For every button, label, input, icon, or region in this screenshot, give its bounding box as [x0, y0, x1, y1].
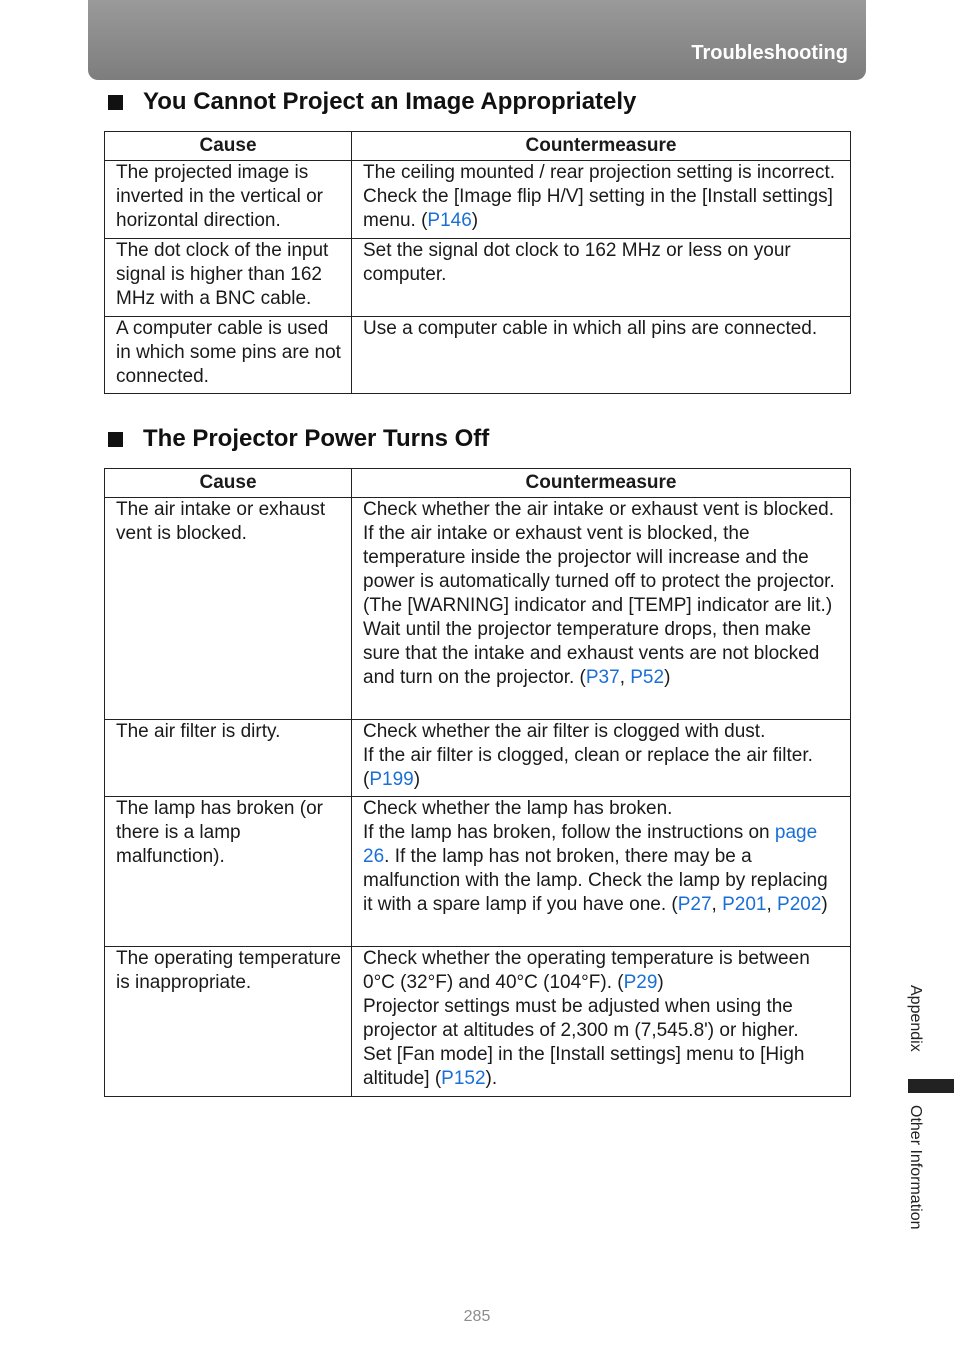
- countermeasure-cell: [352, 720, 851, 797]
- page-link[interactable]: P146: [427, 210, 472, 231]
- column-header-countermeasure: Countermeasure: [352, 469, 851, 498]
- table-row: [105, 317, 851, 394]
- page-link[interactable]: P27: [677, 894, 712, 915]
- page-link[interactable]: P37: [585, 667, 620, 688]
- cause-cell: The operating temperature is inappropriate.: [105, 947, 352, 1097]
- countermeasure-cell: [352, 161, 851, 239]
- text: Check whether the operating temperature is between 0°C (32°F) and 40°C (104°F). (: [363, 948, 810, 993]
- text: If the air filter is clogged, clean or replace the air filter. (: [363, 745, 813, 790]
- table-row: [105, 947, 851, 1097]
- text: ,: [711, 894, 723, 915]
- column-header-cause: Cause: [105, 132, 352, 161]
- text: ): [657, 972, 664, 993]
- section-title-text: The Projector Power Turns Off: [143, 425, 490, 452]
- table-project-image: [104, 131, 851, 394]
- text: Check whether the air intake or exhaust vent is blocked. If the air intake or exhaust vent is blocked, the temperature inside the projector will increase and the power is automatically turned off to protect the projector. (The [WARNING] indicator and [TEMP] indicator are lit.) Wait until the projector temperature drops, then make sure that the intake and exhaust vents are not blocked and turn on the projector. (: [363, 499, 835, 688]
- page-link[interactable]: P52: [630, 667, 665, 688]
- page-link[interactable]: P152: [441, 1068, 486, 1089]
- countermeasure-cell: [352, 498, 851, 720]
- text: Check whether the air filter is clogged with dust.: [363, 721, 766, 742]
- countermeasure-cell: Use a computer cable in which all pins are connected.: [352, 317, 851, 394]
- table-row: [105, 161, 851, 239]
- text: Set [Fan mode] in the [Install settings] menu to [High altitude] (: [363, 1044, 805, 1089]
- header-title: Troubleshooting: [691, 42, 848, 64]
- column-header-countermeasure: Countermeasure: [352, 132, 851, 161]
- page-link[interactable]: P202: [777, 894, 822, 915]
- cause-cell: The air filter is dirty.: [105, 720, 352, 797]
- side-tab-marker: [908, 1079, 954, 1093]
- table-header-row: [105, 132, 851, 161]
- table-row: [105, 720, 851, 797]
- section-title-power-off: [108, 425, 489, 453]
- text: If the lamp has broken, follow the instructions on: [363, 822, 775, 843]
- cause-cell: The dot clock of the input signal is higher than 162 MHz with a BNC cable.: [105, 239, 352, 317]
- page-number: 285: [463, 1308, 491, 1325]
- side-tab-other-information[interactable]: Other Information: [907, 1105, 924, 1230]
- square-bullet-icon: [108, 95, 123, 110]
- text: Projector settings must be adjusted when using the projector at altitudes of 2,300 m (7,545.8') or higher.: [363, 996, 799, 1041]
- text: ): [413, 769, 421, 790]
- text: The ceiling mounted / rear projection setting is incorrect. Check the [Image flip H/V] setting in the [Install settings] menu. (: [363, 162, 836, 231]
- text: Check whether the lamp has broken.: [363, 798, 673, 819]
- table-header-row: [105, 469, 851, 498]
- text: ,: [619, 667, 631, 688]
- page-link[interactable]: page 26: [363, 822, 818, 867]
- section-title-text: You Cannot Project an Image Appropriately: [143, 88, 637, 115]
- text: ).: [485, 1068, 498, 1089]
- countermeasure-cell: [352, 797, 851, 947]
- column-header-cause: Cause: [105, 469, 352, 498]
- text: ): [471, 210, 479, 231]
- countermeasure-cell: [352, 947, 851, 1097]
- page-link[interactable]: P201: [722, 894, 767, 915]
- cause-cell: The projected image is inverted in the vertical or horizontal direction.: [105, 161, 352, 239]
- table-row: [105, 498, 851, 720]
- cause-cell: The air intake or exhaust vent is blocked.: [105, 498, 352, 720]
- page-link[interactable]: P199: [369, 769, 414, 790]
- text: ): [821, 894, 828, 915]
- header-bar: [88, 0, 866, 80]
- text: . If the lamp has not broken, there may be a malfunction with the lamp. Check the lamp by replacing it with a spare lamp if you have one. (: [363, 846, 828, 915]
- cause-cell: A computer cable is used in which some pins are not connected.: [105, 317, 352, 394]
- table-row: [105, 239, 851, 317]
- table-row: [105, 797, 851, 947]
- countermeasure-cell: Set the signal dot clock to 162 MHz or less on your computer.: [352, 239, 851, 317]
- text: ,: [766, 894, 778, 915]
- table-power-off: [104, 468, 851, 1097]
- square-bullet-icon: [108, 432, 123, 447]
- page-link[interactable]: P29: [623, 972, 658, 993]
- section-title-project-image: [108, 88, 636, 116]
- side-tab-appendix[interactable]: Appendix: [907, 985, 924, 1052]
- cause-cell: The lamp has broken (or there is a lamp malfunction).: [105, 797, 352, 947]
- text: ): [664, 667, 671, 688]
